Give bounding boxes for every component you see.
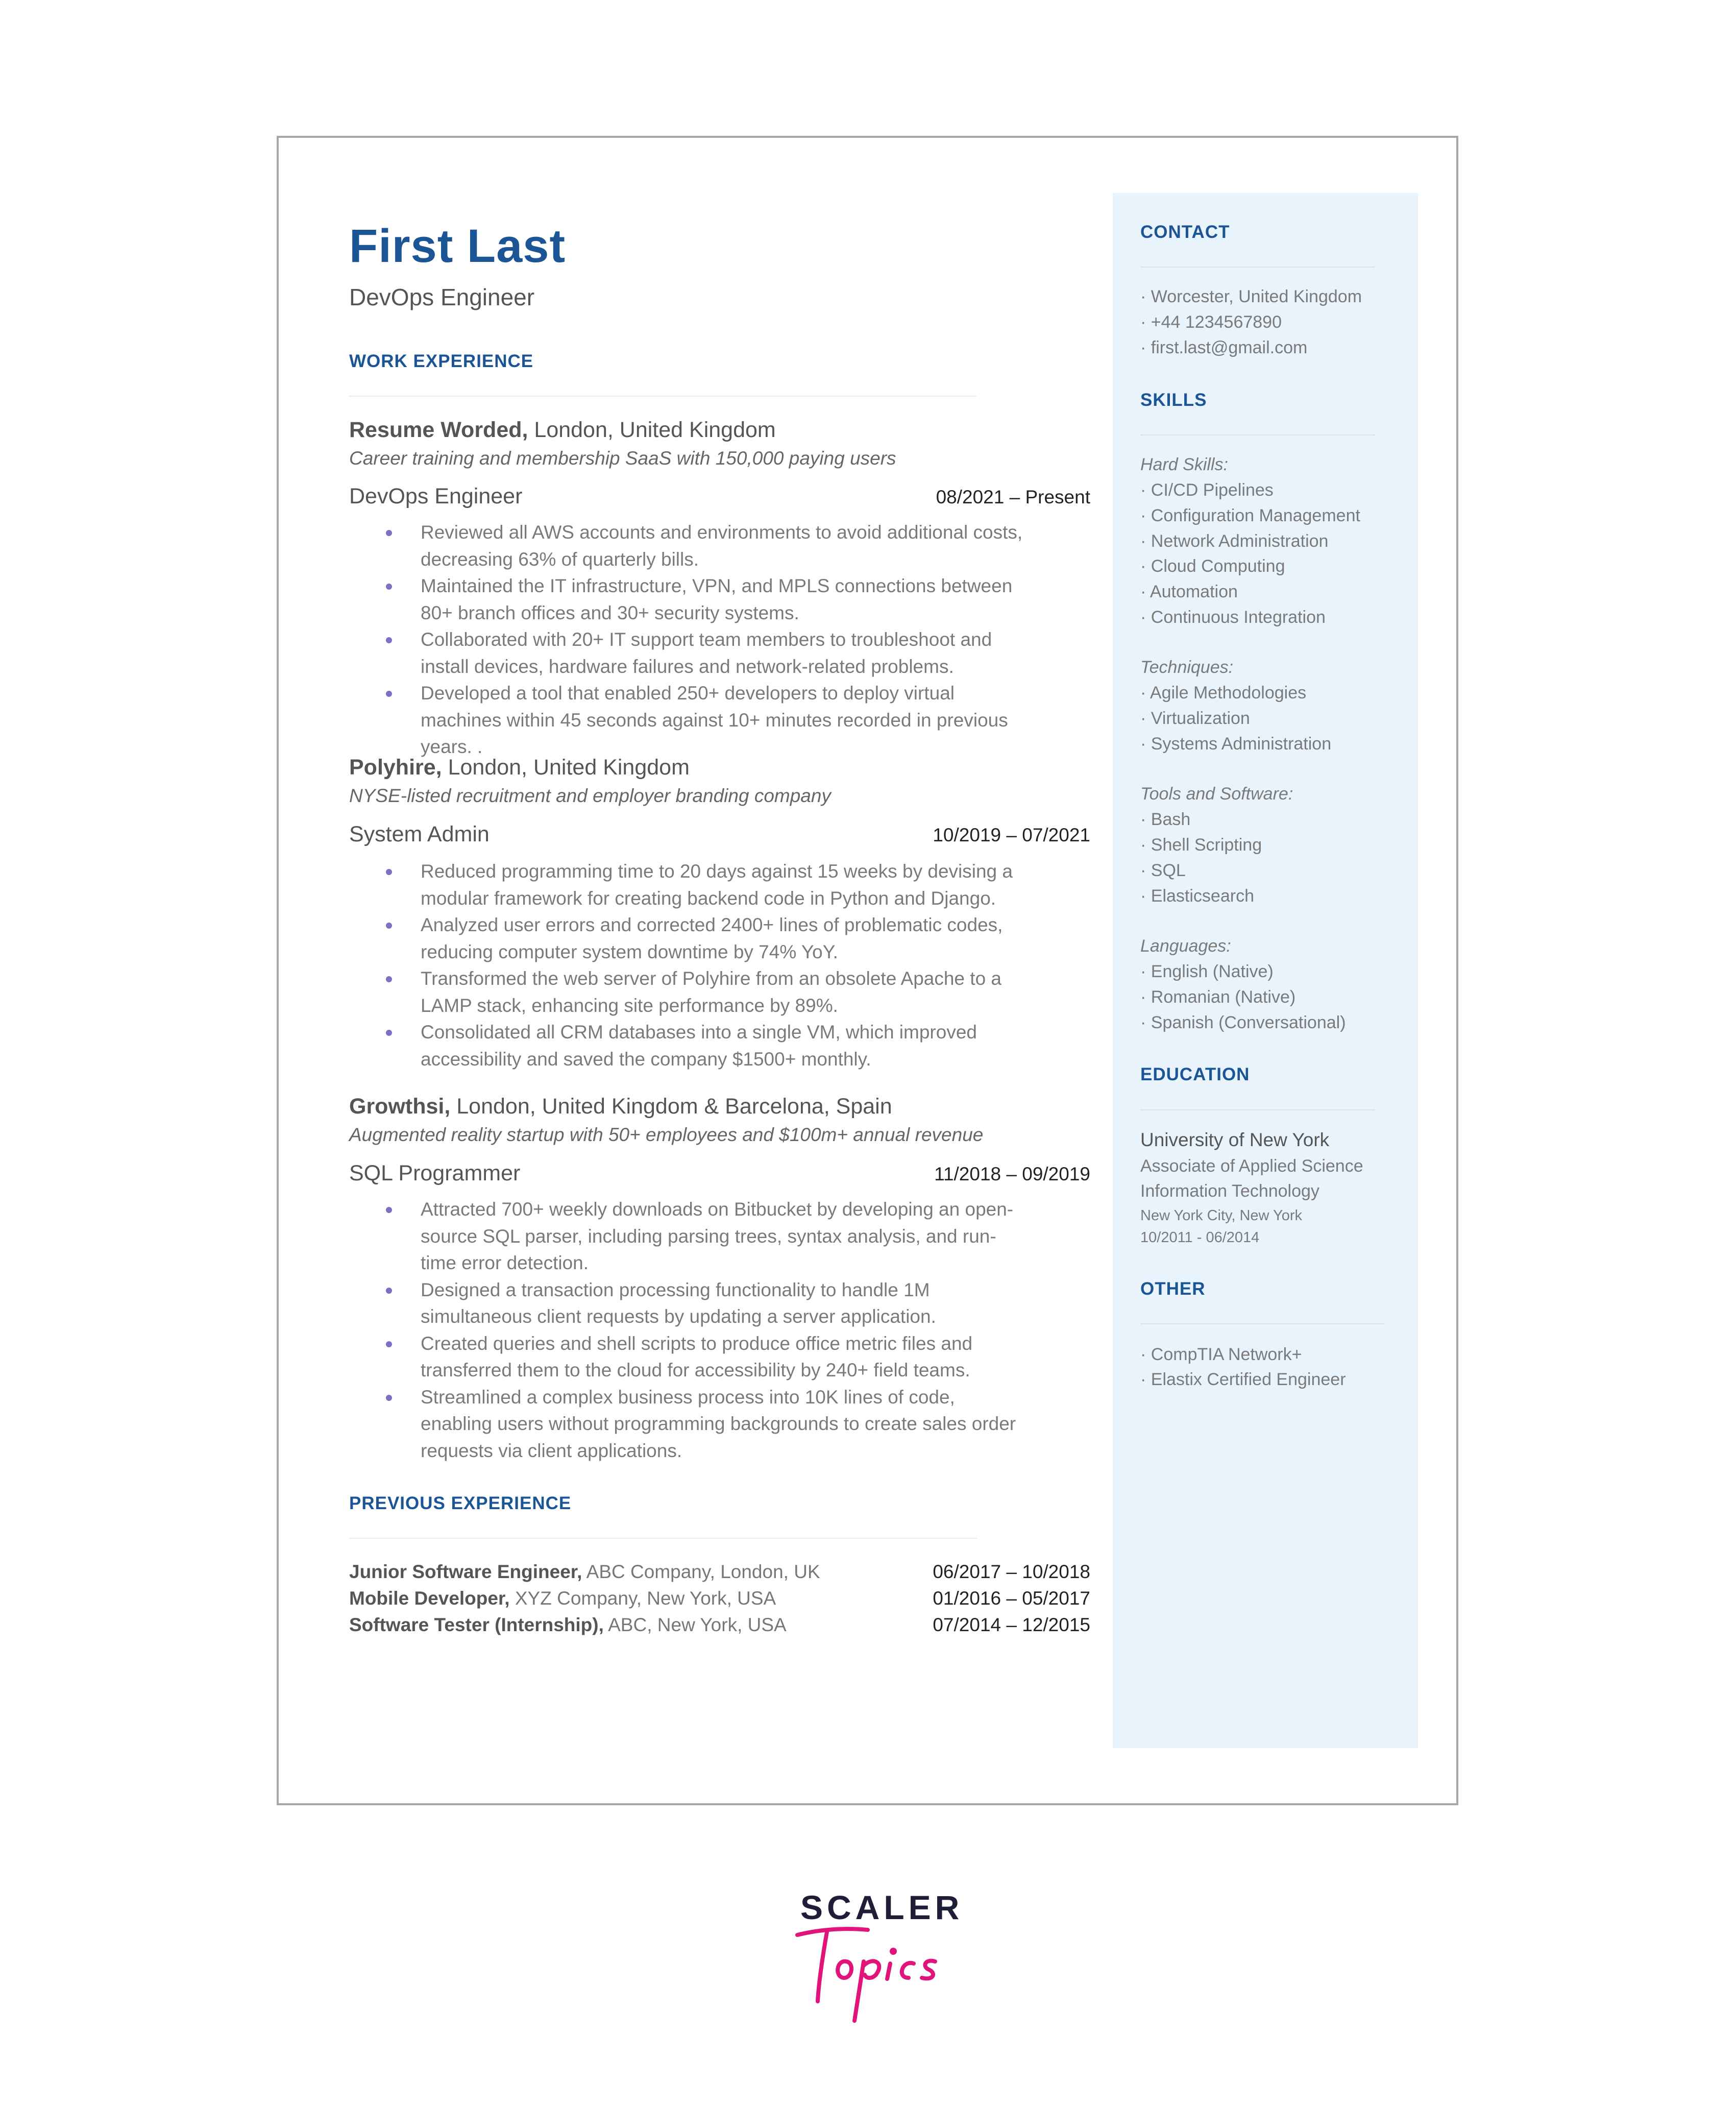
previous-role: Software Tester (Internship), ABC, New York, USA [349, 1614, 787, 1635]
previous-dates: 01/2016 – 05/2017 [933, 1588, 1090, 1609]
list-item: Developed a tool that enabled 250+ developers to deploy virtual machines within 45 seconds against 10+ minutes recorded in previous years. . [349, 680, 1028, 761]
list-item: Consolidated all CRM databases into a single VM, which improved accessibility and saved the company $1500+ monthly. [349, 1019, 1028, 1073]
list-item: · Configuration Management [1140, 506, 1360, 525]
education-degree: Associate of Applied Science [1140, 1156, 1363, 1176]
list-item: Designed a transaction processing functionality to handle 1M simultaneous client requests by updating a server application. [349, 1277, 1028, 1330]
languages-label: Languages: [1140, 936, 1231, 956]
education-heading: EDUCATION [1140, 1064, 1250, 1084]
education-field: Information Technology [1140, 1181, 1319, 1201]
list-item: Transformed the web server of Polyhire from an obsolete Apache to a LAMP stack, enhancing site performance by 89%. [349, 965, 1028, 1019]
hard-skills-label: Hard Skills: [1140, 455, 1228, 474]
list-item: Created queries and shell scripts to produce office metric files and transferred them to the cloud for accessibility by 240+ field teams. [349, 1330, 1028, 1384]
previous-role: Mobile Developer, XYZ Company, New York, USA [349, 1588, 776, 1609]
job-role: SQL Programmer [349, 1161, 521, 1185]
sidebar-divider [1140, 1323, 1384, 1324]
job-description: Augmented reality startup with 50+ employees and $100m+ annual revenue [349, 1124, 984, 1145]
sidebar-divider [1140, 267, 1375, 268]
job-bullets [349, 519, 1028, 761]
contact-location: · Worcester, United Kingdom [1140, 287, 1362, 306]
other-heading: OTHER [1140, 1279, 1206, 1299]
scaler-logo-wordmark: SCALER [800, 1888, 964, 1926]
sidebar-divider [1140, 434, 1375, 435]
sidebar-divider [1140, 1109, 1375, 1110]
list-item: · Systems Administration [1140, 734, 1332, 754]
previous-dates: 06/2017 – 10/2018 [933, 1561, 1090, 1582]
job-description: Career training and membership SaaS with 150,000 paying users [349, 448, 896, 469]
job-role: System Admin [349, 822, 490, 846]
previous-dates: 07/2014 – 12/2015 [933, 1614, 1090, 1635]
list-item: Analyzed user errors and corrected 2400+ lines of problematic codes, reducing computer system downtime by 74% YoY. [349, 912, 1028, 965]
list-item: Attracted 700+ weekly downloads on Bitbucket by developing an open-source SQL parser, including parsing trees, syntax analysis, and run-time error detection. [349, 1196, 1028, 1277]
section-divider [349, 1538, 977, 1539]
list-item: · Romanian (Native) [1140, 987, 1296, 1007]
education-dates: 10/2011 - 06/2014 [1140, 1229, 1260, 1246]
job-dates: 10/2019 – 07/2021 [933, 825, 1090, 845]
list-item: Reviewed all AWS accounts and environments to avoid additional costs, decreasing 63% of quarterly bills. [349, 519, 1028, 573]
list-item: · Elasticsearch [1140, 886, 1254, 906]
list-item: · Cloud Computing [1140, 556, 1285, 576]
skills-heading: SKILLS [1140, 390, 1207, 410]
list-item: · Network Administration [1140, 531, 1329, 551]
list-item: · CompTIA Network+ [1140, 1345, 1302, 1364]
list-item: Maintained the IT infrastructure, VPN, and MPLS connections between 80+ branch offices and 30+ security systems. [349, 573, 1028, 626]
list-item: · Automation [1140, 582, 1238, 601]
techniques-label: Techniques: [1140, 658, 1234, 677]
job-dates: 11/2018 – 09/2019 [934, 1164, 1090, 1184]
list-item: · Elastix Certified Engineer [1140, 1370, 1346, 1389]
list-item: · Agile Methodologies [1140, 683, 1307, 703]
job-bullets [349, 1196, 1028, 1464]
job-company: Polyhire, London, United Kingdom [349, 755, 690, 780]
job-role: DevOps Engineer [349, 484, 523, 508]
list-item: · Continuous Integration [1140, 608, 1326, 627]
tools-label: Tools and Software: [1140, 784, 1293, 804]
section-divider [349, 396, 977, 397]
list-item: · CI/CD Pipelines [1140, 480, 1274, 500]
education-school: University of New York [1140, 1129, 1330, 1150]
job-company: Growthsi, London, United Kingdom & Barcelona, Spain [349, 1094, 892, 1119]
contact-heading: CONTACT [1140, 222, 1230, 242]
list-item: · Bash [1140, 810, 1191, 829]
previous-experience-heading: PREVIOUS EXPERIENCE [349, 1493, 572, 1513]
job-bullets [349, 858, 1028, 1073]
contact-email: · first.last@gmail.com [1140, 338, 1308, 357]
work-experience-heading: WORK EXPERIENCE [349, 351, 534, 371]
contact-phone: · +44 1234567890 [1140, 312, 1282, 332]
candidate-name: First Last [349, 220, 566, 272]
list-item: Streamlined a complex business process into 10K lines of code, enabling users without programming backgrounds to create sales order requests via client applications. [349, 1384, 1028, 1465]
job-dates: 08/2021 – Present [936, 487, 1090, 507]
candidate-title: DevOps Engineer [349, 284, 535, 310]
list-item: · SQL [1140, 861, 1186, 880]
list-item: · Shell Scripting [1140, 835, 1262, 855]
topics-script-logo [791, 1925, 955, 2027]
education-location: New York City, New York [1140, 1207, 1302, 1224]
list-item: Collaborated with 20+ IT support team members to troubleshoot and install devices, hardware failures and network-related problems. [349, 626, 1028, 680]
previous-role: Junior Software Engineer, ABC Company, London, UK [349, 1561, 820, 1582]
job-description: NYSE-listed recruitment and employer branding company [349, 785, 831, 806]
list-item: · English (Native) [1140, 962, 1274, 981]
list-item: Reduced programming time to 20 days against 15 weeks by devising a modular framework for creating backend code in Python and Django. [349, 858, 1028, 912]
job-company: Resume Worded, London, United Kingdom [349, 418, 776, 442]
list-item: · Spanish (Conversational) [1140, 1013, 1346, 1032]
list-item: · Virtualization [1140, 709, 1250, 728]
